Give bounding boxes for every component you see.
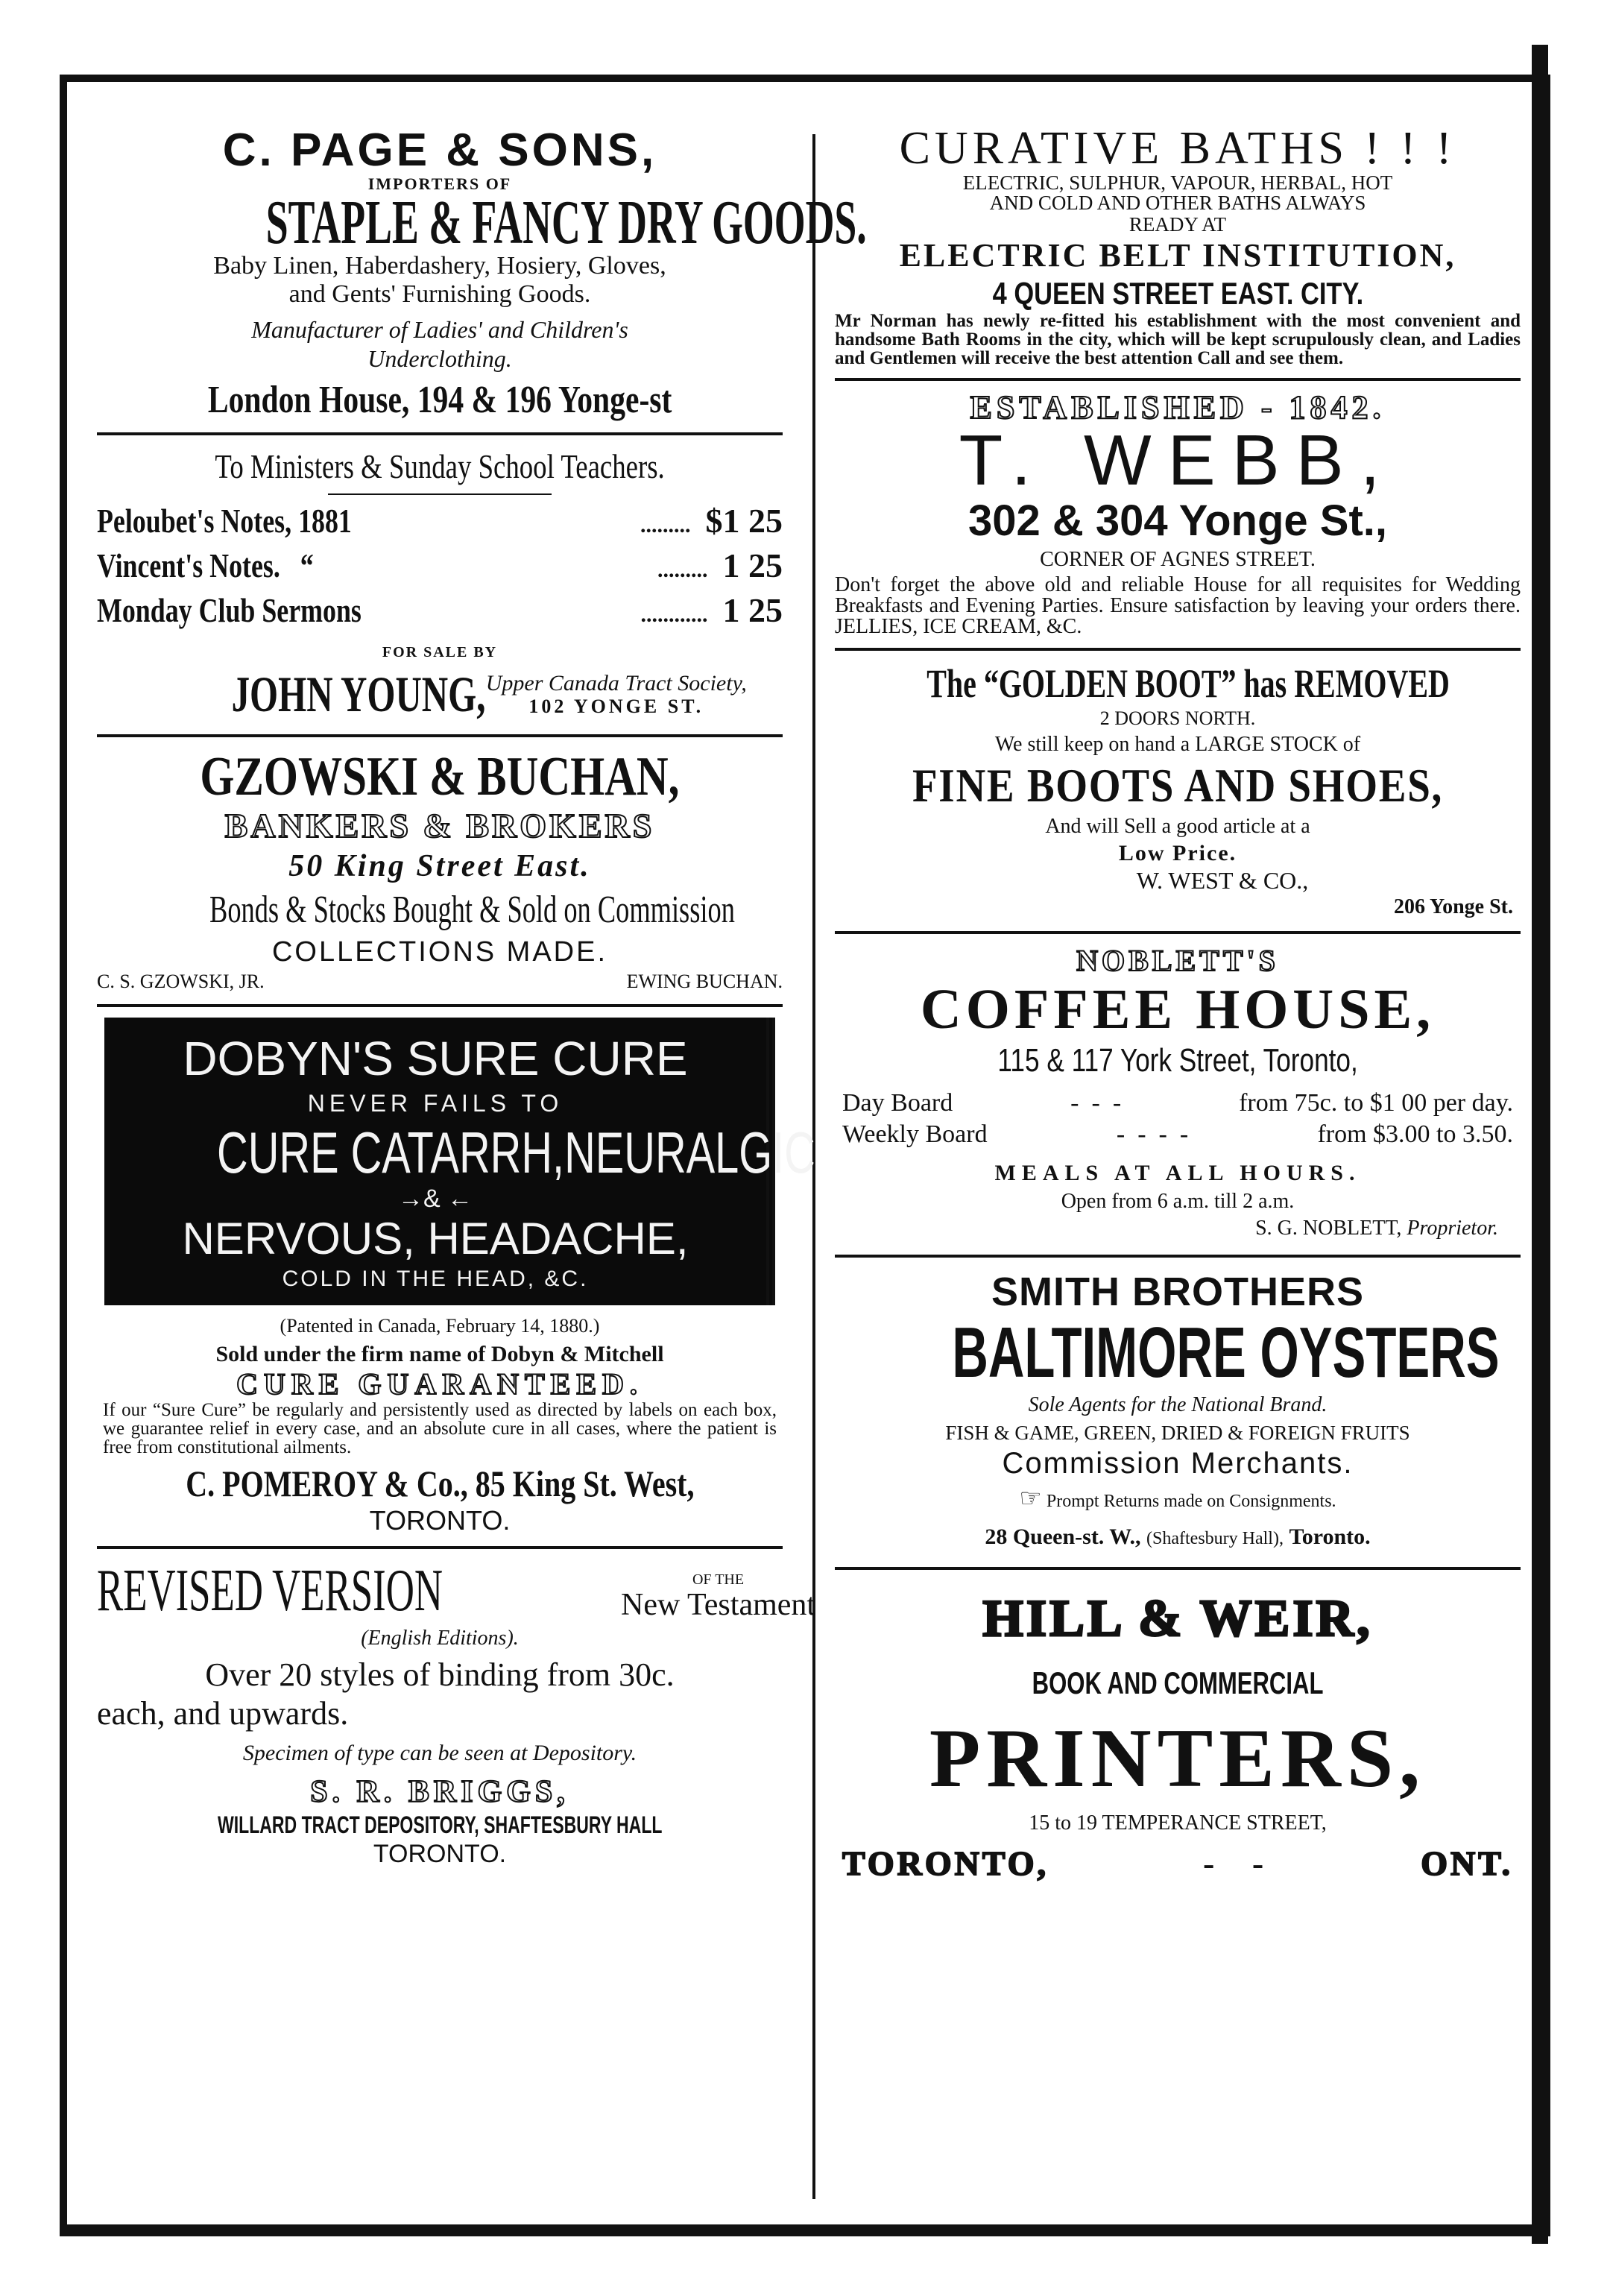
dobyns-sure-cure-ad — [97, 1018, 815, 1536]
curative-baths-ad — [835, 104, 1521, 368]
ad-subtitle: BOOK AND COMMERCIAL — [1032, 1665, 1324, 1700]
ad-title: C. PAGE & SONS, — [222, 124, 657, 176]
ad-heading-wrap — [97, 446, 783, 488]
rate-row — [835, 1119, 1521, 1150]
ad-collections: COLLECTIONS MADE. — [271, 936, 608, 968]
city-row — [835, 1840, 1521, 1887]
ad-body: Don't forget the above old and reliable House for all requisites for Wedding Breakfasts and Evening Parties. Ensure satisfaction by leaving your orders there. JELLIES, ICE CREAM, &C. — [835, 573, 1521, 638]
ad-title: CURATIVE BATHS ! ! ! — [899, 123, 1456, 174]
ad-line: and Gents' Furnishing Goods. — [288, 280, 591, 308]
ad-address-wrap — [97, 379, 783, 422]
ad-name: S. R. BRIGGS, — [310, 1775, 569, 1809]
ad-province: ONT. — [1421, 1844, 1513, 1882]
ad-agent-wrap — [97, 1461, 783, 1506]
banner-headline: NERVOUS, HEADACHE, — [182, 1214, 689, 1264]
revised-row — [97, 1558, 816, 1624]
rate-dashes: - - - - — [1116, 1120, 1189, 1148]
ad-title: COFFEE HOUSE, — [920, 978, 1436, 1041]
ad-service-wrap — [97, 886, 783, 934]
ad-agent: C. POMEROY & Co., 85 King St. West, — [185, 1463, 695, 1504]
item-price: 1 25 — [722, 591, 783, 629]
ad-address: 206 Yonge St. — [1394, 895, 1513, 918]
ad-title: HILL & WEIR, — [982, 1590, 1373, 1647]
ad-hall: (Shaftesbury Hall), — [1146, 1529, 1284, 1548]
ad-dashes: - - — [1203, 1844, 1267, 1882]
item-name: Monday Club Sermons — [97, 591, 362, 629]
ad-line: READY AT — [1128, 213, 1227, 236]
ad-body: Mr Norman has newly re-fitted his establishment with the most convenient and handsome Bath Rooms in the city, which will be kept scrupulously clean, and Ladies and Gentlemen will receive the best attention Call and see them. — [835, 311, 1521, 368]
golden-boot-ad — [835, 661, 1521, 921]
ad-line: FISH & GAME, GREEN, DRIED & FOREIGN FRUITS — [945, 1422, 1410, 1444]
ad-sub-wrap — [835, 1661, 1521, 1706]
ad-city: TORONTO. — [369, 1505, 511, 1536]
item-name: Peloubet's Notes, 1881 — [97, 502, 352, 540]
ad-line: Over 20 styles of binding from 30c. — [205, 1656, 675, 1693]
page-sons-ad — [97, 104, 867, 422]
cure-banner — [104, 1018, 815, 1305]
ad-line: Open from 6 a.m. till 2 a.m. — [1061, 1190, 1295, 1213]
ad-returns: Prompt Returns made on Consignments. — [1046, 1492, 1336, 1511]
divider — [835, 931, 1521, 934]
returns-row — [835, 1481, 1521, 1519]
banner-headline: CURE CATARRH,NEURALGIC — [217, 1120, 815, 1185]
ad-guarantee: CURE GUARANTEED. — [236, 1367, 643, 1401]
ad-line: Sole Agents for the National Brand. — [1028, 1393, 1328, 1416]
ad-subtitle: ELECTRIC BELT INSTITUTION, — [899, 237, 1456, 274]
seller-address: 102 YONGE ST. — [528, 695, 704, 717]
ad-line: Sold under the firm name of Dobyn & Mitchell — [215, 1342, 664, 1366]
ad-depository: WILLARD TRACT DEPOSITORY, SHAFTESBURY HALL — [217, 1811, 663, 1838]
ad-line: Baby Linen, Haberdashery, Hosiery, Gloves, — [213, 252, 666, 280]
proprietor-title: Proprietor. — [1407, 1217, 1498, 1240]
divider — [835, 1255, 1521, 1258]
divider — [97, 432, 783, 435]
price-row — [97, 501, 783, 546]
banner-title: DOBYN'S SURE CURE — [183, 1032, 688, 1085]
item-price: 1 25 — [722, 546, 783, 584]
ad-address-wrap — [835, 276, 1521, 312]
ad-line: Underclothing. — [367, 345, 512, 372]
ad-address: 115 & 117 York Street, Toronto, — [997, 1042, 1358, 1079]
left-column — [97, 104, 867, 1868]
ad-line: ELECTRIC, SULPHUR, VAPOUR, HERBAL, HOT — [962, 171, 1393, 194]
ad-price: Low Price. — [1118, 841, 1237, 865]
banner-cure-wrap — [112, 1120, 815, 1185]
ad-line: MEALS AT ALL HOURS. — [994, 1161, 1361, 1185]
partner-name: EWING BUCHAN. — [626, 971, 783, 992]
rate-label: Day Board — [842, 1089, 953, 1117]
price-row — [97, 546, 783, 590]
gzowski-buchan-ad — [97, 748, 783, 994]
briggs-ad — [97, 1558, 816, 1868]
ad-subtitle: New Testament — [621, 1588, 816, 1622]
hill-weir-ad — [835, 1580, 1521, 1887]
ad-city: Toronto. — [1289, 1524, 1371, 1549]
divider — [835, 378, 1521, 381]
ad-address: London House, 194 & 196 Yonge-st — [207, 379, 672, 421]
banner-line: COLD IN THE HEAD, &C. — [282, 1267, 589, 1291]
ad-address: 4 QUEEN STREET EAST. CITY. — [992, 276, 1363, 311]
rate-dashes: - - - — [1070, 1089, 1122, 1117]
right-column — [835, 104, 1521, 1887]
ad-line: (English Editions). — [361, 1627, 519, 1650]
item-dots: ......... — [657, 558, 708, 582]
ad-city: TORONTO. — [373, 1840, 507, 1868]
ad-title-wrap — [97, 748, 783, 806]
ad-service: Bonds & Stocks Bought & Sold on Commission — [209, 889, 735, 931]
ad-line: And will Sell a good article at a — [1045, 815, 1310, 838]
ad-owner: W. WEST & CO., — [1136, 867, 1309, 894]
ad-heading: To Ministers & Sunday School Teachers. — [215, 447, 665, 485]
ad-depository-wrap — [97, 1810, 783, 1840]
ad-line: (Patented in Canada, February 14, 1880.) — [280, 1315, 600, 1337]
seller-detail — [486, 672, 747, 718]
ad-address-wrap — [835, 1041, 1521, 1080]
ad-line: 15 to 19 TEMPERANCE STREET, — [1029, 1811, 1327, 1835]
item-price: $1 25 — [705, 502, 783, 540]
ad-headline: PRINTERS, — [929, 1712, 1427, 1805]
rate-row — [835, 1088, 1521, 1119]
divider — [835, 648, 1521, 651]
item-dots: ......... — [640, 513, 691, 537]
smith-brothers-ad — [835, 1268, 1521, 1557]
banner-line: NEVER FAILS TO — [307, 1090, 564, 1117]
ad-goods-wrap — [97, 188, 867, 257]
ad-subtitle: BANKERS & BROKERS — [224, 807, 655, 845]
pointing-hand-icon: ☞ — [1019, 1485, 1042, 1513]
ad-line: Specimen of type can be seen at Depository. — [242, 1741, 637, 1765]
ad-subtitle: Commission Merchants. — [1002, 1447, 1354, 1480]
ad-label: OF THE — [692, 1571, 745, 1588]
address-row — [835, 1519, 1521, 1557]
ad-title-wrap — [835, 1313, 1521, 1393]
rate-price: from 75c. to $1 00 per day. — [1239, 1089, 1513, 1117]
ad-line: 2 DOORS NORTH. — [1099, 707, 1256, 729]
ad-title: REVISED VERSION — [97, 1558, 443, 1624]
ad-line: AND COLD AND OTHER BATHS ALWAYS — [989, 192, 1366, 214]
seller-row — [97, 665, 783, 724]
ad-established: ESTABLISHED - 1842. — [970, 389, 1386, 426]
rate-label: Weekly Board — [842, 1120, 988, 1148]
proprietor-name: S. G. NOBLETT, — [1255, 1217, 1402, 1240]
john-young-ad — [97, 446, 783, 724]
ad-body: If our “Sure Cure” be regularly and persistently used as directed by labels on each box, we guarantee relief in every case, and an absolute cure in all cases, where the patient is free from constitutional ailments. — [103, 1400, 777, 1457]
partners-row — [97, 970, 783, 994]
price-row — [97, 590, 783, 635]
t-webb-ad — [835, 391, 1521, 637]
item-name: Vincent's Notes. “ — [97, 546, 314, 584]
ad-title-wrap — [835, 758, 1521, 813]
ad-line: each, and upwards. — [97, 1695, 349, 1732]
item-dots: ............ — [640, 602, 708, 627]
seller-name: JOHN YOUNG, — [231, 666, 486, 722]
seller-society: Upper Canada Tract Society, — [485, 670, 747, 696]
ad-city: TORONTO, — [842, 1844, 1049, 1882]
divider — [97, 1004, 783, 1007]
ad-address: 302 & 304 Yonge St., — [968, 496, 1387, 545]
divider — [835, 1567, 1521, 1570]
rate-price: from $3.00 to 3.50. — [1317, 1120, 1513, 1148]
ad-line: We still keep on hand a LARGE STOCK of — [994, 733, 1361, 756]
ad-name: NOBLETT'S — [1076, 944, 1279, 977]
ad-name: SMITH BROTHERS — [991, 1270, 1364, 1314]
ad-address: 28 Queen-st. W., — [985, 1524, 1141, 1549]
ad-headline-wrap — [835, 661, 1521, 706]
ad-title: BALTIMORE OYSTERS — [952, 1313, 1500, 1393]
testament-block — [621, 1571, 815, 1622]
divider — [328, 493, 552, 495]
ad-title: T. WEBB, — [959, 420, 1397, 500]
nobletts-coffee-house-ad — [835, 944, 1521, 1244]
ad-line: Manufacturer of Ladies' and Children's — [251, 316, 628, 343]
ad-subtitle: IMPORTERS OF — [367, 174, 512, 193]
partner-name: C. S. GZOWSKI, JR. — [97, 971, 265, 992]
proprietor-row — [835, 1213, 1521, 1244]
ad-headline: The “GOLDEN BOOT” has REMOVED — [926, 661, 1450, 706]
ad-line: CORNER OF AGNES STREET. — [1040, 548, 1316, 571]
ad-address: 50 King Street East. — [288, 849, 591, 883]
ad-title: FINE BOOTS AND SHOES, — [912, 759, 1444, 812]
ad-title: GZOWSKI & BUCHAN, — [200, 746, 680, 807]
ad-label: FOR SALE BY — [382, 644, 498, 660]
ad-headline: STAPLE & FANCY DRY GOODS. — [265, 188, 867, 257]
banner-amp: →& ← — [397, 1185, 473, 1213]
divider — [97, 734, 783, 737]
divider — [97, 1546, 783, 1549]
